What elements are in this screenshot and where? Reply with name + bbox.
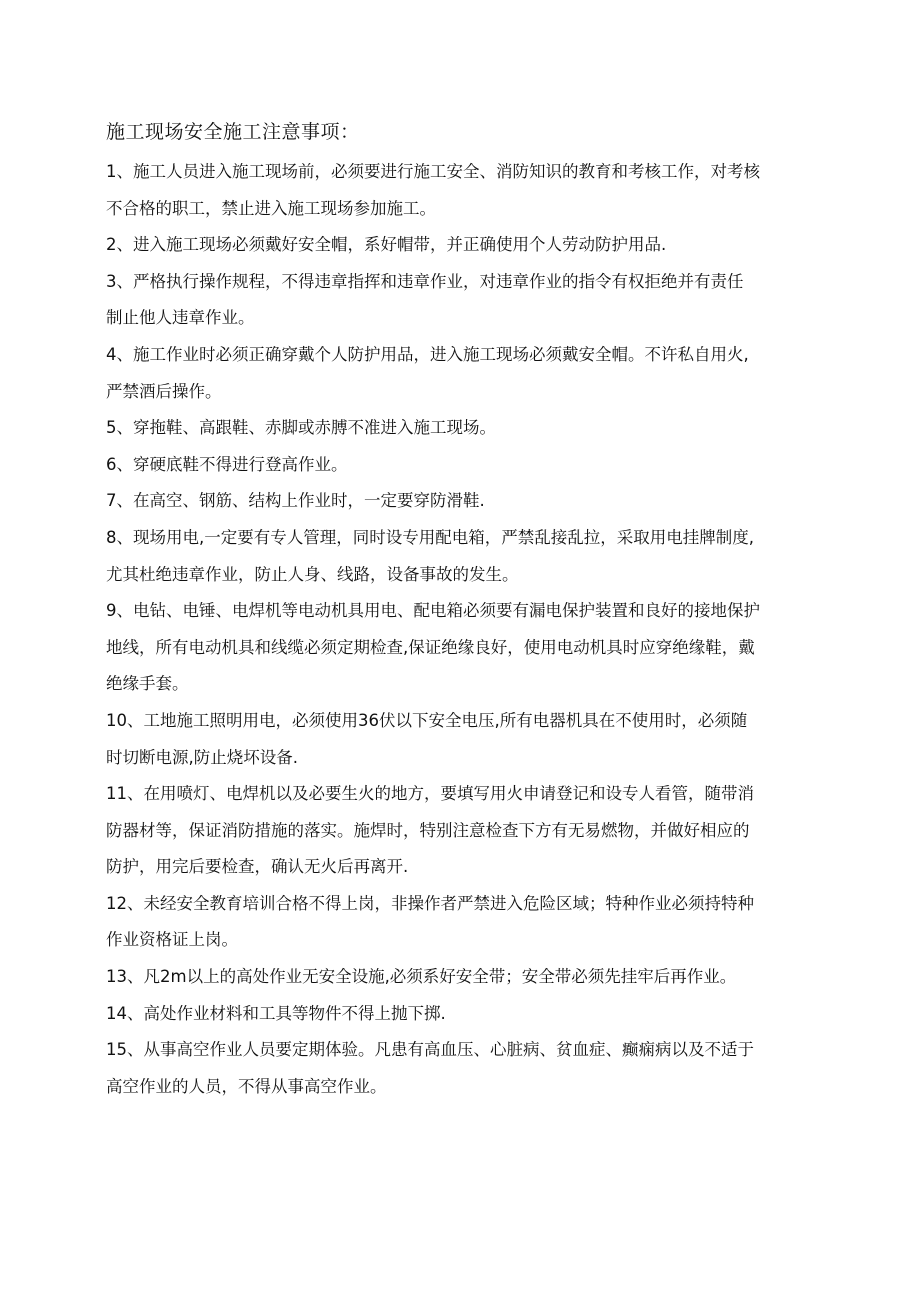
notice-line: 防器材等，保证消防措施的落实。施焊时，特别注意检查下方有无易燃物，并做好相应的 bbox=[106, 820, 750, 840]
notice-item bbox=[106, 778, 846, 888]
notice-line: 15、从事高空作业人员要定期体验。凡患有高血压、心脏病、贫血症、癫痫病以及不适于 bbox=[106, 1040, 754, 1060]
document-title: 施工现场安全施工注意事项： bbox=[106, 121, 360, 143]
notice-line: 5、穿拖鞋、高跟鞋、赤脚或赤膊不准进入施工现场。 bbox=[106, 418, 496, 438]
notice-line: 12、未经安全教育培训合格不得上岗，非操作者严禁进入危险区域；特种作业必须持特种 bbox=[106, 893, 754, 913]
notice-line: 3、严格执行操作规程，不得违章指挥和违章作业，对违章作业的指令有权拒绝并有责任 bbox=[106, 271, 744, 291]
notice-item bbox=[106, 888, 846, 961]
notice-line: 防护，用完后要检查，确认无火后再离开. bbox=[106, 857, 409, 877]
notice-line: 绝缘手套。 bbox=[106, 674, 189, 694]
notice-line: 14、高处作业材料和工具等物件不得上抛下掷. bbox=[106, 1003, 446, 1023]
notice-item bbox=[106, 229, 846, 266]
notice-item bbox=[106, 522, 846, 595]
notice-item bbox=[106, 449, 846, 486]
notice-line: 6、穿硬底鞋不得进行登高作业。 bbox=[106, 454, 348, 474]
notice-line: 2、进入施工现场必须戴好安全帽，系好帽带，并正确使用个人劳动防护用品. bbox=[106, 235, 667, 255]
notice-line: 4、施工作业时必须正确穿戴个人防护用品，进入施工现场必须戴安全帽。不许私自用火, bbox=[106, 344, 749, 364]
notice-line: 10、工地施工照明用电，必须使用36伏以下安全电压,所有电器机具在不使用时，必须随 bbox=[106, 710, 748, 730]
notice-item bbox=[106, 412, 846, 449]
notice-item bbox=[106, 705, 846, 778]
notice-line: 9、电钻、电锤、电焊机等电动机具用电、配电箱必须要有漏电保护装置和良好的接地保护 bbox=[106, 601, 760, 621]
notice-item bbox=[106, 156, 846, 229]
notice-list bbox=[106, 156, 846, 1107]
notice-line: 高空作业的人员，不得从事高空作业。 bbox=[106, 1076, 387, 1096]
notice-line: 11、在用喷灯、电焊机以及必要生火的地方，要填写用火申请登记和设专人看管，随带消 bbox=[106, 784, 754, 804]
notice-item bbox=[106, 1034, 846, 1107]
notice-line: 不合格的职工，禁止进入施工现场参加施工。 bbox=[106, 198, 436, 218]
notice-item bbox=[106, 339, 846, 412]
notice-line: 制止他人违章作业。 bbox=[106, 308, 255, 328]
notice-item bbox=[106, 266, 846, 339]
notice-line: 时切断电源,防止烧坏设备. bbox=[106, 747, 298, 767]
notice-line: 7、在高空、钢筋、结构上作业时，一定要穿防滑鞋. bbox=[106, 491, 485, 511]
notice-item bbox=[106, 961, 846, 998]
notice-item bbox=[106, 485, 846, 522]
notice-line: 1、施工人员进入施工现场前，必须要进行施工安全、消防知识的教育和考核工作，对考核 bbox=[106, 162, 760, 181]
notice-line: 作业资格证上岗。 bbox=[106, 930, 238, 950]
notice-line: 8、现场用电,一定要有专人管理，同时设专用配电箱，严禁乱接乱拉，采取用电挂牌制度, bbox=[106, 527, 754, 547]
notice-line: 13、凡2m以上的高处作业无安全设施,必须系好安全带；安全带必须先挂牢后再作业。 bbox=[106, 967, 737, 987]
notice-line: 尤其杜绝违章作业，防止人身、线路，设备事故的发生。 bbox=[106, 564, 519, 584]
notice-line: 地线，所有电动机具和线缆必须定期检查,保证绝缘良好，使用电动机具时应穿绝缘鞋，戴 bbox=[106, 637, 755, 657]
notice-item bbox=[106, 998, 846, 1035]
notice-line: 严禁酒后操作。 bbox=[106, 381, 222, 401]
notice-item bbox=[106, 595, 846, 705]
